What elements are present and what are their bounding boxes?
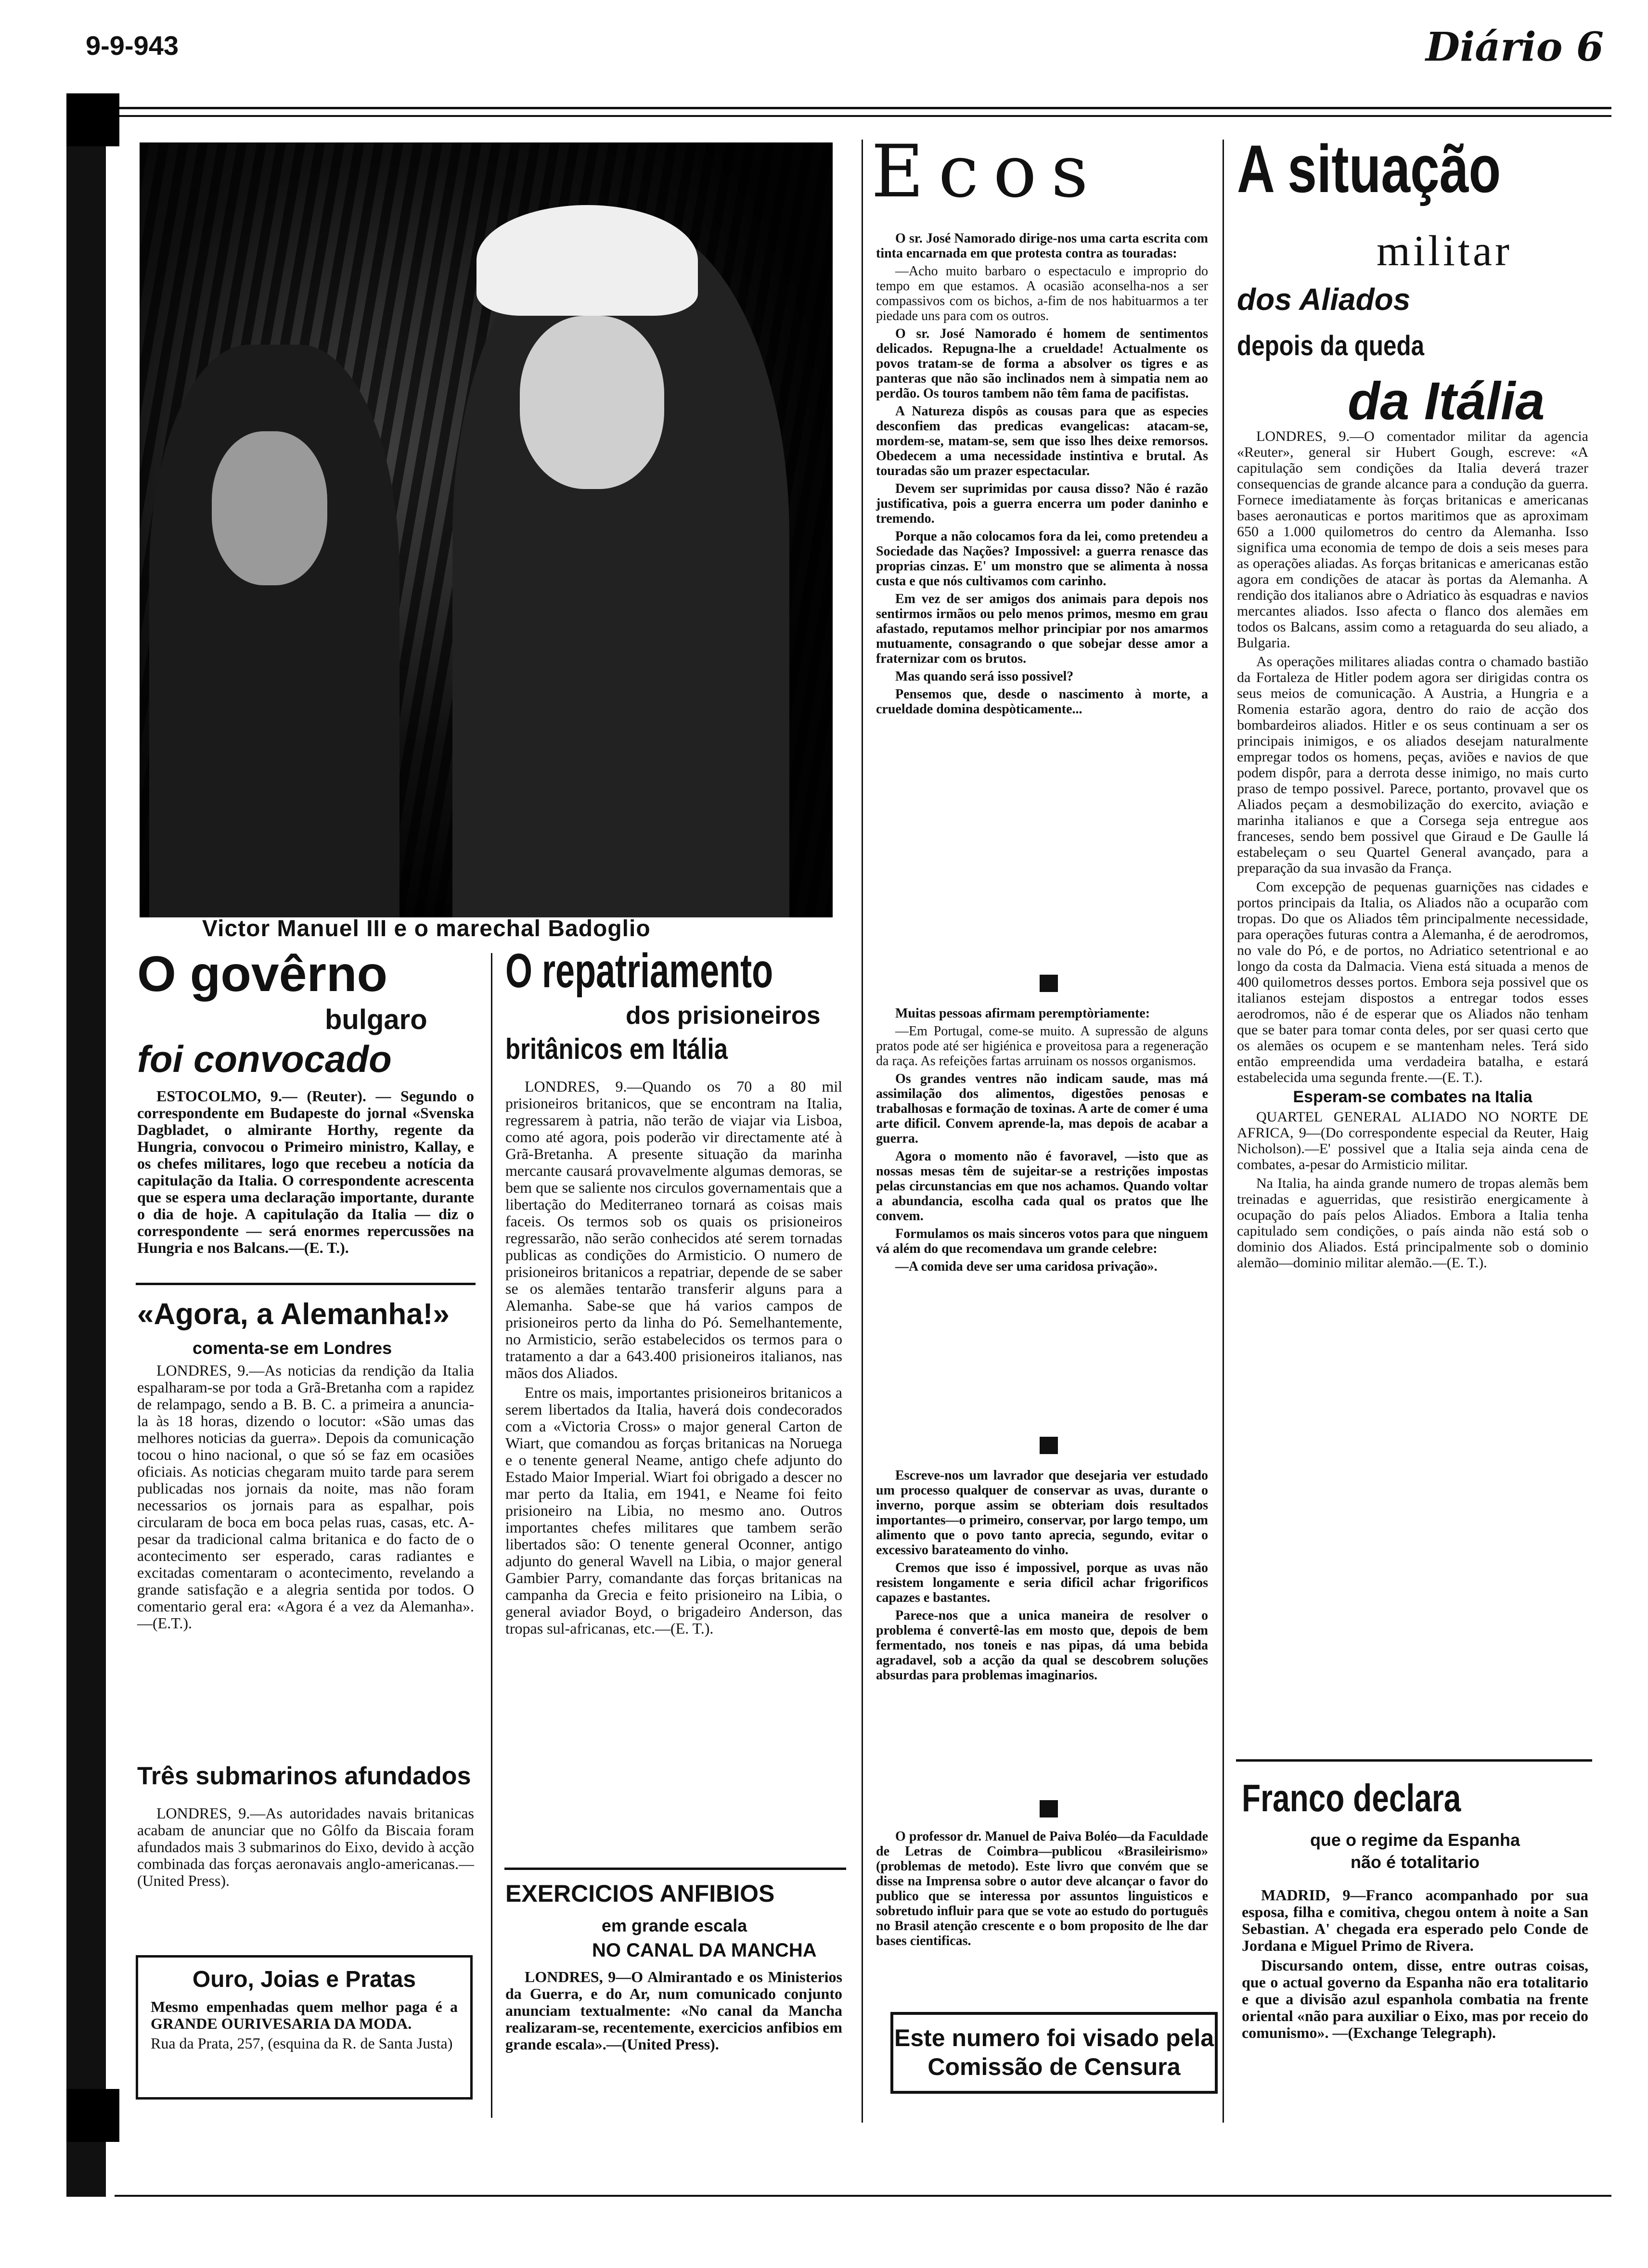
article-paragraph: Discursando ontem, disse, entre outras coisas, que o actual governo da Espanha não era totalitario e que a divisão azul espanhola combatia na frente oriental «não para auxiliar o Eixo, mas por receio do comunismo». —(Exchange Telegraph). <box>1242 1957 1588 2041</box>
article-paragraph: O sr. José Namorado dirige-nos uma carta escrita com tinta encarnada em que protesta contra as touradas: <box>876 231 1208 261</box>
article-paragraph: QUARTEL GENERAL ALIADO NO NORTE DE AFRICA, 9—(Do correspondente especial da Reuter, Haig Nicholson).—E' possivel que a Italia seja ainda cena de combates, a-pesar do Armisticio militar. <box>1237 1109 1588 1173</box>
article-paragraph: O professor dr. Manuel de Paiva Boléo—da Faculdade de Letras de Coimbra—publicou «Brasileirismo» (problemas de metodo). Este livro que convém que se disse na Imprensa sobre o autor deve alcançar o favor do publico que se interessa por assuntos linguisticos e sobretudo influir para que se vote ao estudo do português no Brasil atenção crescente e o bom proposito de lhe dar bases cientificas. <box>876 1829 1208 1948</box>
subhead-esperam-se: Esperam-se combates na Italia <box>1293 1088 1532 1106</box>
advert-ouro <box>136 1955 473 2100</box>
headline-ecos: Ecos <box>871 130 1103 214</box>
headline-situacao-sub4: da Itália <box>1348 372 1545 431</box>
section-rule <box>1236 1759 1592 1762</box>
censorship-notice: Este numero foi visado pela Comissão de Censura <box>890 2012 1218 2094</box>
column-rule <box>862 140 863 2123</box>
article-paragraph: MADRID, 9—Franco acompanhado por sua esposa, filha e comitiva, chegou ontem à noite a San Sebastian. A' chegada era esperado pelo Conde de Jordana e Miguel Primo de Rivera. <box>1242 1886 1588 1954</box>
photo-caption: Victor Manuel III e o marechal Badoglio <box>202 916 651 941</box>
article-paragraph: Pensemos que, desde o nascimento à morte, a crueldade domina despòticamente... <box>876 687 1208 717</box>
section-separator <box>1040 975 1058 992</box>
article-paragraph: LONDRES, 9.—Quando os 70 a 80 mil prisioneiros britanicos, que se encontram na Italia, regressarem à patria, não terão de viajar via Lisboa, como até agora, pois poderão vir directamente até à Grã-Bretanha. A presente situação da marinha mercante causará provavelmente algumas demoras, se bem que se saliente nos circulos governamentais que a libertação do Mediterraneo tornará as coisas mais faceis. Os termos sob os quais os prisioneiros regressarão, não serão conhecidos até serem tornadas publicas as condições do Armisticio. O numero de prisioneiros britanicos a repatriar, depende de se saber se os alemães tentarão transferir alguns para a Alemanha. Sabe-se que há varios campos de prisioneiros perto da linha do Pó. Semelhantemente, no Armisticio, serão estabelecidos os termos para o tratamento a dar a 643.400 prisioneiros italianos, nas mãos dos Aliados. <box>505 1078 842 1381</box>
headline-situacao-sub2: dos Aliados <box>1237 282 1411 317</box>
article-paragraph: LONDRES, 9.—As autoridades navais britanicas acabam de anunciar que no Gôlfo da Biscaia foram afundados mais 3 submarinos do Eixo, devido à acção combinada das forças aeronavais anglo-americanas.—(United Press). <box>137 1804 474 1889</box>
article-exercicios <box>505 1969 842 2056</box>
article-paragraph: ESTOCOLMO, 9.— (Reuter). — Segundo o correspondente em Budapeste do jornal «Svenska Dagbladet, o almirante Horthy, regente da Hungria, convocou o Primeiro ministro, Kallay, e os chefes militares, logo que recebeu a notícia da capitulação da Italia. O correspondente acrescenta que se espera uma declaração importante, durante o dia de hoje. A capitulação da Italia — diz o correspondente — será enormes repercussões na Hungria e nos Balcans.—(E. T.). <box>137 1087 474 1256</box>
article-paragraph: Os grandes ventres não indicam saude, mas má assimilação dos alimentos, digestões penosas e trabalhosas e formação de toxinas. A arte de comer é uma arte dificil. Convem aprende-la, mas depois de acabar a guerra. <box>876 1071 1208 1146</box>
article-paragraph: LONDRES, 9—O Almirantado e os Ministerios da Guerra, e do Ar, num comunicado conjunto anunciam textualmente: «No canal da Mancha realizaram-se, recentemente, exercicios anfibios em grande escala».—(United Press). <box>505 1968 842 2053</box>
article-ecos-4 <box>876 1829 1208 1951</box>
headline-governo-sub2: foi convocado <box>137 1038 392 1080</box>
headline-repatriamento-sub2: britânicos em Itália <box>505 1033 728 1065</box>
article-paragraph: Na Italia, ha ainda grande numero de tropas alemãs bem treinadas e aguerridas, que resistirão energicamente à ocupação do país pelos Aliados. Embora a Italia tenha capitulado sem condições, o país ainda não está sob o dominio dos Aliados. Está principalmente sob o dominio alemão—dominio militar alemão.—(E. T.). <box>1237 1175 1588 1271</box>
article-paragraph: Porque a não colocamos fora da lei, como pretendeu a Sociedade das Nações? Impossivel: a guerra renasce das proprias cinzas. E' um monstro que se alimenta à nossa custa e que nós cultivamos com carinho. <box>876 529 1208 589</box>
headline-exercicios-sub2: NO CANAL DA MANCHA <box>592 1940 817 1961</box>
section-rule <box>136 1283 476 1285</box>
article-paragraph: As operações militares aliadas contra o chamado bastião da Fortaleza de Hitler podem agora ser dirigidas contra os seus meios de comunicação. A Austria, a Hungria e a Romenia estarão agora, dentro do raio de acção dos bombardeiros aliados. Hitler e os seus continuam a ser os principais inimigos, e os aliados desejam naturalmente empregar todos os homens, peças, aviões e navios de que podem dispôr, para a derrota desse inimigo, no mais curto praso de tempo possivel. Parece, portanto, provavel que os Aliados peçam a desmobilização do exercito, aviação e marinha italianos e que a Corsega seja entregue aos franceses, sendo bem possivel que Giraud e De Gaulle lá estabeleçam o seu Quartel General avançado, para a preparação da sua invasão da França. <box>1237 654 1588 876</box>
registration-mark-bottom <box>66 2089 119 2142</box>
headline-governo-sub1: bulgaro <box>325 1004 427 1035</box>
article-paragraph: LONDRES, 9.—O comentador militar da agencia «Reuter», general sir Hubert Gough, escreve: «A capitulação sem condições da Italia deverá trazer consequencias de grande alcance para a condução da guerra. Fornece imediatamente às forças britanicas e americanas bases aeronauticas e portos maritimos que as aproximam 650 a 1.000 quilometros do centro da Alemanha. Isso significa uma economia de tempo de dois a seis meses para as operações aliadas. As forças britanicas e americanas estão agora em condições de atacar às portas da Alemanha. A rendição dos italianos abre o Adriatico às esquadras e navios mercantes aliados. Isso afecta o flanco dos alemães em todos os Balcans, assim como a retaguarda do seu aliado, a Bulgaria. <box>1237 428 1588 651</box>
left-margin-bar <box>66 93 106 2197</box>
photo-king-badoglio <box>140 142 833 917</box>
article-paragraph: Em vez de ser amigos dos animais para depois nos sentirmos irmãos ou pelo menos primos, mesmo em grau afastado, reputamos melhor principiar por nos amarmos mutuamente, consagrando o que sobejar desse amor a fraternizar com os brutos. <box>876 592 1208 666</box>
article-paragraph: —Acho muito barbaro o espectaculo e improprio do tempo em que estamos. A ocasião aconselha-nos a ser compassivos com os bichos, a-fim de nos habituarmos a ter piedade uns para com os outros. <box>876 264 1208 323</box>
headline-franco-sub: que o regime da Espanha não é totalitario <box>1310 1830 1520 1872</box>
article-paragraph: Parece-nos que a unica maneira de resolver o problema é convertê-las em mosto que, depois de bem fermentado, nos toneis e nas pipas, dá uma bebida agradavel, sob a acção da qual se descobrem soluções absurdas para problemas imaginarios. <box>876 1608 1208 1683</box>
advert-address: Rua da Prata, 257, (esquina da R. de Santa Justa) <box>151 2035 453 2052</box>
article-paragraph: Cremos que isso é impossivel, porque as uvas não resistem longamente e seria dificil achar frigorificos capazes e bastantes. <box>876 1560 1208 1605</box>
headline-repatriamento-sub1: dos prisioneiros <box>626 1002 821 1030</box>
section-rule <box>504 1868 846 1870</box>
article-paragraph: Muitas pessoas afirmam peremptòriamente: <box>895 1006 1150 1021</box>
article-paragraph: LONDRES, 9.—As noticias da rendição da Italia espalharam-se por toda a Grã-Bretanha com a rapidez de relampago, sendo a B. B. C. a primeira a anuncia-la às 18 horas, dizendo o locutor: «São umas das melhores noticias da guerra». Depois da comunicação tocou o hino nacional, o que só se faz em ocasiões oficiais. As noticias chegaram muito tarde para serem publicadas nos jornais da noite, mas não foram necessarios os jornais para as espalhar, pois circularam de boca em boca pelas ruas, casas, etc. A-pesar da tradicional calma britanica e do facto de o acontecimento ser esperado, caras radiantes e excitadas comentaram o acontecimento, revelando a grande satisfação e a alegria sentida por todos. O comentario geral era: «Agora é a vez da Alemanha».—(E.T.). <box>137 1362 474 1632</box>
headline-situacao-sub1: militar <box>1377 227 1512 275</box>
headline-exercicios-sub1: em grande escala <box>602 1916 747 1935</box>
headline-franco: Franco declara <box>1242 1777 1461 1819</box>
article-paragraph: Devem ser suprimidas por causa disso? Não é razão justificativa, pois a guerra encerra um poder daninho e tremendo. <box>876 481 1208 526</box>
headline-repatriamento: O repatriamento <box>505 944 773 998</box>
header-rule <box>115 107 1611 117</box>
headline-agora: «Agora, a Alemanha!» <box>137 1298 450 1331</box>
article-ecos-3 <box>876 1468 1208 1686</box>
section-separator <box>1040 1800 1058 1817</box>
advert-text: Mesmo empenhadas quem melhor paga é a GRANDE OURIVESARIA DA MODA. <box>151 1998 458 2032</box>
article-paragraph: Agora o momento não é favoravel, —isto que as nossas mesas têm de sujeitar-se a restrições impostas pelas circunstancias em que nos achamos. Quando voltar a abundancia, escolha cada qual os pratos que lhe convem. <box>876 1149 1208 1224</box>
column-rule <box>1223 140 1224 2123</box>
headline-situacao: A situação <box>1237 131 1501 206</box>
advert-title: Ouro, Joias e Pratas <box>192 1967 416 1992</box>
article-paragraph: Formulamos os mais sinceros votos para que ninguem vá além do que recomendava um grande celebre: <box>876 1226 1208 1256</box>
article-paragraph: Mas quando será isso possivel? <box>895 669 1074 684</box>
article-repatriamento <box>505 1078 842 1640</box>
footer-rule <box>115 2195 1611 2197</box>
article-agora <box>137 1362 474 1635</box>
article-paragraph: O sr. José Namorado é homem de sentimentos delicados. Repugna-lhe a crueldade! Actualmente os povos tratam-se de forma a absolver os tigres e as panteras que não são inclinados nem à simpatia nem ao perdão. Os touros tambem não têm fama de pacifistas. <box>876 326 1208 401</box>
article-paragraph: A Natureza dispôs as cousas para que as especies desconfiem das predicas evangelicas: atacam-se, mordem-se, matam-se, sem que isso lhes deixe remorsos. Obedecem a uma necessidade instintiva e brutal. As touradas são um prazer espectacular. <box>876 404 1208 478</box>
article-paragraph: Escreve-nos um lavrador que desejaria ver estudado um processo qualquer de conservar as uvas, durante o inverno, porque assim se obteriam dois resultados importantes—o primeiro, conservar, por largo tempo, um alimento que o povo tanto aprecia, segundo, evitar o excessivo barateamento do vinho. <box>876 1468 1208 1558</box>
article-paragraph: Entre os mais, importantes prisioneiros britanicos a serem libertados da Italia, haverá dois condecorados com a «Victoria Cross» o major general Carton de Wiart, que comandou as forças britanicas na Noruega e o tenente general Neame, antigo chefe adjunto do Estado Maior Imperial. Wiart foi obrigado a descer no mar perto da Italia, em 1941, e Neame foi feito prisioneiro na Libia, no mesmo ano. Outros importantes chefes militares que tambem serão libertados são: O tenente general Oconner, antigo adjunto do general Wavell na Libia, o major general Gambier Parry, comandante das forças britanicas na campanha da Grecia e feito prisioneiro na Libia, o general aviador Boyd, o brigadeiro Anderson, das tropas sul-africanas, etc.—(E. T.). <box>505 1384 842 1637</box>
article-paragraph: —Em Portugal, come-se muito. A supressão de alguns pratos pode até ser higiénica e proveitosa para a regeneração da raça. As refeições fartas arruinam os nossos organismos. <box>876 1024 1208 1069</box>
article-situacao <box>1237 428 1588 1274</box>
article-paragraph: Com excepção de pequenas guarnições nas cidades e portos principais da Italia, os Aliados não a ocuparão com tropas. Do que os Aliados têm principalmente necessidade, para operações futuras contra a Alemanha, é de aerodromos, no vale do Pó, e de portos, no Adriatico setentrional e ao longo da costa da Dalmacia. Viena está situada a menos de 400 quilometros desses portos. Embora seja possivel que os italianos estejam dispostos a entregar todos esses aerodromos, não é de esperar que os Aliados não tenham que se bater para tomar conta deles, por ser quasi certo que os alemães os ocupem e se mantenham neles. Terá sido então empreendida uma verdadeira batalha, e estará estabelecida uma segunda frente.—(E. T.). <box>1237 879 1588 1085</box>
section-separator <box>1040 1437 1058 1454</box>
headline-situacao-sub3: depois da queda <box>1237 330 1424 361</box>
article-ecos <box>876 231 1208 720</box>
headline-exercicios: EXERCICIOS ANFIBIOS <box>505 1880 775 1907</box>
registration-mark-top <box>66 93 119 146</box>
newspaper-name: Diário 6 <box>1425 24 1604 70</box>
article-ecos-2 <box>876 1006 1208 1277</box>
issue-date: 9-9-943 <box>86 30 179 61</box>
headline-submarinos: Três submarinos afundados <box>137 1762 471 1790</box>
article-submarinos <box>137 1805 474 1892</box>
article-governo <box>137 1088 474 1259</box>
column-rule <box>491 953 492 2118</box>
headline-governo: O govêrno <box>137 946 388 1002</box>
article-franco <box>1242 1887 1588 2044</box>
article-paragraph: —A comida deve ser uma caridosa privação». <box>895 1259 1158 1274</box>
headline-agora-sub: comenta-se em Londres <box>193 1338 392 1358</box>
